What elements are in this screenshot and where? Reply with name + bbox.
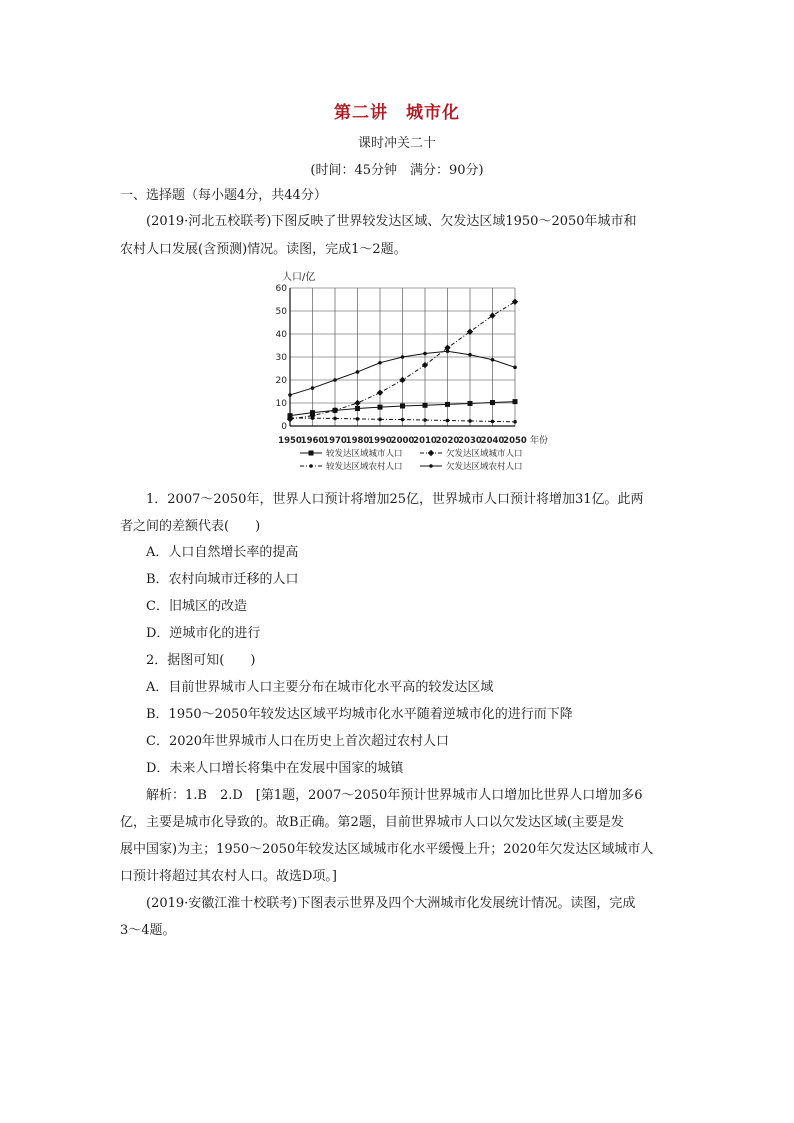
y-tick-label-0: 0 bbox=[281, 422, 287, 432]
legend-item-3 bbox=[420, 461, 523, 472]
series-2-point-8 bbox=[468, 419, 472, 423]
series-1-point-10 bbox=[512, 299, 518, 305]
legend-label-0: 较发达区域城市人口 bbox=[326, 449, 403, 459]
page-title: 第二讲 城市化 bbox=[334, 103, 460, 123]
q1-option-b: B．农村向城市迁移的人口 bbox=[146, 572, 299, 587]
legend-label-1: 欠发达区域城市人口 bbox=[446, 449, 523, 459]
y-axis-label: 人口/亿 bbox=[282, 272, 316, 283]
legend-item-0 bbox=[300, 448, 403, 459]
intro2-line2: 3～4题。 bbox=[120, 923, 176, 938]
series-2-point-9 bbox=[491, 420, 495, 424]
legend-marker-2 bbox=[309, 464, 313, 468]
series-0-point-3 bbox=[355, 406, 360, 411]
x-tick-label-7: 2020 bbox=[435, 436, 460, 446]
x-tick-label-5: 2000 bbox=[390, 436, 415, 446]
time-info: (时间：45分钟 满分：90分) bbox=[310, 163, 484, 178]
series-3-point-7 bbox=[446, 349, 450, 353]
x-tick-label-1: 1960 bbox=[300, 436, 325, 446]
q1-stem-line1: 1．2007～2050年，世界人口预计将增加25亿，世界城市人口预计将增加31亿。此两 bbox=[146, 492, 644, 507]
analysis-line4: 口预计将超过其农村人口。故选D项。] bbox=[120, 869, 337, 884]
y-tick-label-6: 60 bbox=[275, 284, 287, 294]
series-2-point-5 bbox=[401, 418, 405, 422]
series-1-point-3 bbox=[354, 400, 360, 406]
legend-marker-0 bbox=[309, 451, 314, 456]
chart-legend bbox=[300, 448, 523, 472]
y-tick-label-4: 40 bbox=[275, 330, 287, 340]
intro1-line2: 农村人口发展(含预测)情况。读图，完成1～2题。 bbox=[120, 242, 407, 257]
series-3-point-6 bbox=[423, 352, 427, 356]
series-2-point-7 bbox=[446, 419, 450, 423]
series-0-point-7 bbox=[445, 402, 450, 407]
series-3-point-5 bbox=[401, 355, 405, 359]
series-1-point-9 bbox=[489, 312, 495, 318]
analysis-line1: 解析：1.B 2.D [第1题，2007～2050年预计世界城市人口增加比世界人口增加多6 bbox=[146, 788, 643, 803]
series-3-point-4 bbox=[378, 361, 382, 365]
series-0-point-5 bbox=[400, 403, 405, 408]
series-0-point-4 bbox=[378, 405, 383, 410]
series-3-point-0 bbox=[288, 393, 292, 397]
series-2-point-6 bbox=[423, 418, 427, 422]
x-tick-label-9: 2040 bbox=[480, 436, 505, 446]
series-0-point-9 bbox=[490, 400, 495, 405]
y-tick-label-1: 10 bbox=[275, 399, 287, 409]
q1-option-d: D．逆城市化的进行 bbox=[146, 626, 261, 641]
series-0-point-6 bbox=[423, 403, 428, 408]
y-tick-label-2: 20 bbox=[275, 376, 287, 386]
series-0-point-8 bbox=[468, 401, 473, 406]
legend-marker-1 bbox=[428, 450, 434, 456]
series-2-point-4 bbox=[378, 418, 382, 422]
q2-option-a: A．目前世界城市人口主要分布在城市化水平高的较发达区域 bbox=[146, 680, 494, 695]
q1-option-a: A．人口自然增长率的提高 bbox=[146, 545, 299, 560]
q2-option-c: C．2020年世界城市人口在历史上首次超过农村人口 bbox=[146, 734, 450, 749]
series-2-point-10 bbox=[513, 420, 517, 424]
q2-option-d: D．未来人口增长将集中在发展中国家的城镇 bbox=[146, 761, 404, 776]
series-3-point-3 bbox=[356, 370, 360, 374]
series-1-point-5 bbox=[399, 377, 405, 383]
legend-item-2 bbox=[300, 461, 403, 472]
x-tick-label-0: 1950 bbox=[278, 436, 302, 446]
series-3-point-1 bbox=[311, 386, 315, 390]
x-tick-label-6: 2010 bbox=[413, 436, 437, 446]
series-2-point-1 bbox=[311, 416, 315, 420]
series-3-point-8 bbox=[468, 353, 472, 357]
analysis-line2: 亿，主要是城市化导致的。故B正确。第2题，目前世界城市人口以欠发达区域(主要是发 bbox=[120, 815, 624, 830]
legend-label-2: 较发达区域农村人口 bbox=[326, 462, 403, 472]
section-heading: 一、选择题（每小题4分，共44分） bbox=[120, 188, 327, 203]
q1-option-c: C．旧城区的改造 bbox=[146, 599, 247, 614]
legend-item-1 bbox=[420, 448, 523, 459]
lesson-subtitle: 课时冲关二十 bbox=[357, 136, 436, 151]
x-tick-labels bbox=[278, 436, 527, 446]
legend-label-3: 欠发达区域农村人口 bbox=[446, 462, 523, 472]
series-0-point-10 bbox=[513, 399, 518, 404]
x-tick-label-2: 1970 bbox=[323, 436, 347, 446]
legend-marker-3 bbox=[429, 464, 433, 468]
series-2-point-0 bbox=[288, 416, 292, 420]
y-tick-label-3: 30 bbox=[275, 353, 287, 363]
intro1-line1: (2019·河北五校联考)下图反映了世界较发达区域、欠发达区域1950～2050年城市和 bbox=[146, 214, 637, 229]
population-chart bbox=[270, 266, 560, 480]
analysis-line3: 展中国家)为主；1950～2050年较发达区域城市化水平缓慢上升；2020年欠发达区域城市人 bbox=[120, 842, 654, 857]
x-axis-label: 年份 bbox=[530, 436, 549, 446]
series-2-point-2 bbox=[333, 417, 337, 421]
series-3-point-9 bbox=[491, 358, 495, 362]
q2-stem: 2．据图可知( ) bbox=[146, 653, 256, 668]
intro2-line1: (2019·安徽江淮十校联考)下图表示世界及四个大洲城市化发展统计情况。读图，完成 bbox=[146, 896, 636, 911]
series-1-point-4 bbox=[377, 389, 383, 395]
q1-stem-line2: 者之间的差额代表( ) bbox=[120, 519, 261, 534]
series-2-point-3 bbox=[356, 417, 360, 421]
x-tick-label-10: 2050 bbox=[503, 436, 527, 446]
x-tick-label-8: 2030 bbox=[458, 436, 482, 446]
series-3-point-2 bbox=[333, 378, 337, 382]
y-tick-labels bbox=[276, 284, 288, 432]
x-tick-label-3: 1980 bbox=[345, 436, 370, 446]
series-3-point-10 bbox=[513, 366, 517, 370]
y-tick-label-5: 50 bbox=[275, 307, 287, 317]
x-tick-label-4: 1990 bbox=[368, 436, 392, 446]
q2-option-b: B．1950～2050年较发达区域平均城市化水平随着逆城市化的进行而下降 bbox=[146, 707, 573, 722]
